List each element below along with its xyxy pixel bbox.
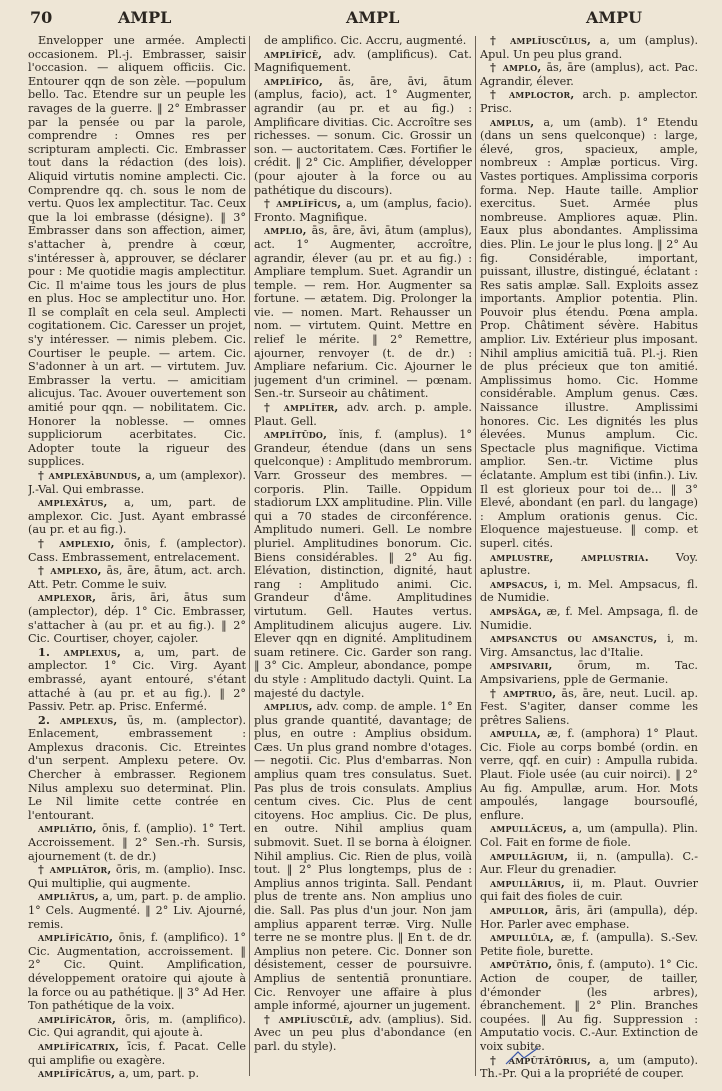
entry-lemma: amplexātus, <box>38 495 108 510</box>
entry-lemma: ampŭtātio, <box>490 957 553 972</box>
entry-text: i, m. Mel. Ampsacus, fl. de Numidie. <box>480 577 698 605</box>
entry-text: ōnis, f. (amplifico). 1° Cic. Augmentation, accroissement. ‖ 2° Cic. Quint. Amplification, développement oratoire qui ajoute à la force ou au pathétique. ‖ 3° Ad Her. Ton pathétique de la voix. <box>28 931 246 1013</box>
dictionary-entry <box>28 1067 246 1079</box>
entry-text: āris, āri (ampulla), dép. Hor. Parler avec emphase. <box>480 904 698 931</box>
page-header <box>26 8 708 30</box>
entry-text: ii, m. Plaut. Ouvrier qui fait des fioles de cuir. <box>480 876 698 904</box>
dictionary-entry <box>480 958 698 1053</box>
dictionary-entry <box>254 197 472 224</box>
entry-text: ōris, m. (amplifico). Cic. Qui agrandit, qui ajoute à. <box>28 1012 246 1040</box>
dictionary-entry <box>28 469 246 496</box>
entry-lemma: ampliātio, <box>38 821 97 836</box>
dictionary-entry <box>480 605 698 632</box>
dictionary-entry <box>254 428 472 700</box>
dictionary-entry <box>254 224 472 401</box>
dictionary-entry <box>480 822 698 849</box>
entry-text: ās, āre, āvi, ātum (amplus, facio), act. 1° Augmenter, agrandir (au pr. et au fig.) : Amplificare divitias. Cic. Accroître ses richesses. — sonum. Cic. Grossir un son. — auctoritatem. Cæs. Fortifier le crédit. ‖ 2° Cic. Amplifier, développer (pour ajouter à la force ou au pathétique du discours). <box>254 74 472 197</box>
dictionary-entry <box>254 401 472 428</box>
dictionary-entry <box>254 700 472 1013</box>
entry-text: a, um, part. p. de amplio. 1° Cels. Augmenté. ‖ 2° Liv. Ajourné, remis. <box>28 890 246 931</box>
entry-text: adv. (amplificus). Cat. Magnifiquement. <box>254 47 472 75</box>
entry-lemma: † amplĭuscŭlus, <box>490 34 592 47</box>
dictionary-entry <box>28 34 246 469</box>
dictionary-entry <box>480 931 698 958</box>
dictionary-entry <box>28 591 246 645</box>
dictionary-entry <box>480 659 698 686</box>
entry-text: ās, āre, āvi, ātum (amplus), act. 1° Augmenter, accroître, agrandir, élever (au pr. et au fig.) : Ampliare templum. Suet. Agrandir un temple. — rem. Hor. Augmenter sa fortune. — ætatem. Dig. Prolonger la vie. — nomen. Mart. Rehausser un nom. — virtutem. Quint. Mettre en relief le mérite. ‖ 2° Remettre, ajourner, renvoyer (t. de dr.) : Ampliare nefarium. Cic. Ajourner le jugement d'un criminel. — pœnam. Sen.-tr. Surseoir au châtiment. <box>254 224 472 401</box>
entry-lemma: † ampliātor, <box>38 862 112 877</box>
entry-text: ās, āre, ātum, act. arch. Att. Petr. Comme le suiv. <box>28 564 246 591</box>
dictionary-entry <box>480 687 698 728</box>
dictionary-entry <box>28 890 246 931</box>
entry-lemma: amplĭfĭcātor, <box>38 1011 117 1026</box>
entry-text: de amplifico. Cic. Accru, augmenté. <box>264 34 467 47</box>
entry-text: ōnis, f. (amplio). 1° Tert. Accroissement. ‖ 2° Sen.-rh. Sursis, ajournement (t. de dr.) <box>28 822 246 863</box>
entry-text: æ, f. (amphora) 1° Plaut. Cic. Fiole au corps bombé (ordin. en verre, qqf. en cuir) : Ampulla rubida. Plaut. Fiole usée (au cuir noirci). ‖ 2° Au fig. Ampullæ, arum. Hor. Mots ampoulés, langage boursouflé, enflure. <box>480 727 698 822</box>
entry-lemma: † amploctor, <box>490 87 575 102</box>
entry-text: ās, āre, neut. Lucil. ap. Fest. S'agiter, danser comme les prêtres Saliens. <box>480 686 698 727</box>
dictionary-entry <box>28 1040 246 1067</box>
entry-text: adv. comp. de ample. 1° En plus grande quantité, davantage; de plus, en outre : Amplius obsidum. Cæs. Un plus grand nombre d'otages. — negotii. Cic. Plus d'embarras. Non amplius quam tres consulatus. Suet. Pas plus de trois consulats. Amplius centum cives. Cic. Plus de cent citoyens. Hoc amplius. Cic. De plus, en outre. Nihil amplius quam submovit. Suet. Il se borna à éloigner. Nihil amplius. Cic. Rien de plus, voilà tout. ‖ 2° Plus longtemps, plus de : Amplius annos triginta. Sall. Pendant plus de trente ans. Non amplius uno die. Sall. Pas plus d'un jour. Non jam amplius apparent terræ. Virg. Nulle terre ne se montre plus. ‖ En t. de dr. Amplius non petere. Cic. Donner son désistement, cesser de poursuivre. Amplius de sententiā pronuntiare. Cic. Renvoyer une affaire à plus ample informé, ajourner un jugement. <box>254 700 472 1013</box>
entry-lemma: † amplexābundus, <box>38 468 142 482</box>
entry-text: Voy. aplustre. <box>480 550 698 578</box>
dictionary-entry <box>28 646 246 714</box>
column-middle <box>254 34 472 1079</box>
entry-text: āris, āri, ātus sum (amplector), dép. 1° Cic. Embrasser, s'attacher à (au pr. et au fig.). ‖ 2° Cic. Courtiser, choyer, cajoler. <box>28 591 246 646</box>
dictionary-entry <box>480 727 698 822</box>
entry-text: a, um, part. p. <box>118 1067 199 1079</box>
running-head-center: AMPL <box>346 8 400 27</box>
dictionary-entry <box>28 822 246 863</box>
entry-text: a, um (amplus, facio). Fronto. Magnifique. <box>254 197 472 224</box>
entry-lemma: amplio, <box>264 223 307 238</box>
entry-lemma: † amplĭfĭcus, <box>264 196 342 211</box>
entry-lemma: amplĭfĭcē, <box>264 46 323 61</box>
entry-lemma: † amplĭter, <box>264 400 339 415</box>
entry-lemma: ampullŭla, <box>490 930 555 945</box>
entry-text: adv. (amplius). Sid. Avec un peu plus d'abondance (en parl. du style). <box>254 1012 472 1053</box>
dictionary-entry <box>28 931 246 1013</box>
running-head-right: AMPU <box>586 8 643 27</box>
entry-lemma: ampsivarii, <box>490 658 553 673</box>
entry-text: ās, āre (amplus), act. Pac. Agrandir, élever. <box>480 61 698 88</box>
entry-text: adv. arch. p. ample. Plaut. Gell. <box>254 401 472 428</box>
entry-lemma: † amplo, <box>490 60 542 75</box>
dictionary-entry <box>254 1013 472 1054</box>
entry-text: ōris, m. (amplio). Insc. Qui multiplie, qui augmente. <box>28 863 246 890</box>
entry-lemma: amplus, <box>490 114 535 129</box>
entry-lemma: † amplexo, <box>38 563 102 578</box>
entry-text: a, um, part. de amplector. 1° Cic. Virg. Ayant embrassé, ayant entouré, s'étant attaché à (au pr. et au fig.). ‖ 2° Passiv. Petr. ap. Prisc. Enfermé. <box>28 645 246 714</box>
entry-lemma: ampsanctus ou amsanctus, <box>490 631 658 646</box>
dictionary-entry <box>28 537 246 564</box>
entry-text: a, um (amputo). Th.-Pr. Qui a la propriété de couper. <box>480 1053 698 1079</box>
dictionary-entry <box>480 34 698 61</box>
column-rule <box>475 36 476 1076</box>
entry-lemma: † amplĭuscŭlē, <box>264 1011 354 1026</box>
entry-lemma: amplĭtūdo, <box>264 427 328 442</box>
entry-text: ĭnis, f. (amplus). 1° Grandeur, étendue (dans un sens quelconque) : Amplitudo membrorum. Varr. Grosseur des membres. — corporis. Plin. Taille. Oppidum stadiorum LXX amplitudine. Plin. Ville qui a 70 stades de circonférence. Amplitudo numeri. Gell. Le nombre pluriel. Amplitudines bonorum. Cic. Biens considérables. ‖ 2° Au fig. Elévation, distinction, dignité, haut rang : Amplitudo animi. Cic. Grandeur d'âme. Amplitudines virtutum. Gell. Hautes vertus. Amplitudinem alicujus augere. Liv. Elever qqn en dignité. Amplitudinem suam retinere. Cic. Garder son rang. ‖ 3° Cic. Ampleur, abondance, pompe du style : Amplitudo dactyli. Quint. La majesté du dactyle. <box>254 428 472 700</box>
dictionary-entry <box>480 61 698 88</box>
entry-text: īcis, f. Pacat. Celle qui amplifie ou exagère. <box>28 1039 246 1067</box>
ink-mark <box>504 1046 544 1066</box>
entry-lemma: † amplexio, <box>38 535 115 550</box>
entry-lemma: amplustre, amplustria. <box>490 549 649 564</box>
entry-lemma: amplĭfĭcātus, <box>38 1066 116 1079</box>
entry-text: ūs, m. (amplector). Enlacement, embrassement : Amplexus draconis. Cic. Etreintes d'un serpent. Amplexu petere. Ov. Chercher à embrasser. Regionem Nilus amplexu suo determinat. Plin. Le Nil limite cette contrée en l'entourant. <box>28 713 246 822</box>
dictionary-entry <box>28 564 246 591</box>
dictionary-entry <box>480 116 698 551</box>
entry-lemma: ampulla, <box>490 726 542 741</box>
dictionary-entry <box>254 34 472 48</box>
dictionary-entry <box>480 850 698 877</box>
dictionary-entry <box>480 904 698 931</box>
entry-lemma: amplĭfĭco, <box>264 73 324 88</box>
dictionary-entry <box>480 877 698 904</box>
entry-text: ōrum, m. Tac. Ampsivariens, pple de Germanie. <box>480 659 698 686</box>
page-number: 70 <box>30 8 53 27</box>
column-right <box>480 34 698 1079</box>
dictionary-entry <box>28 496 246 537</box>
entry-lemma: 1. amplexus, <box>38 644 122 659</box>
entry-text: Envelopper une armée. Amplecti occasionem. Pl.-j. Embrasser, saisir l'occasion. — aliquem officiis. Cic. Entourer qqn de son zèle. —populum bello. Tac. Etendre sur un peuple les ravages de la guerre. ‖ 2° Embrasser par la pensée ou par la parole, comprendre : Omnes res per scripturam amplecti. Cic. Embrasser tout dans la rédaction (des lois). Aliquid virtutis nomine amplecti. Cic. Comprendre qq. ch. sous le nom de vertu. Quos lex amplectitur. Tac. Ceux que la loi embrasse (désigne). ‖ 3° Embrasser dans son affection, aimer, s'attacher à, prendre à cœur, s'intéresser à, approuver, se déclarer pour : Me quotidie magis amplectitur. Cic. Il m'aime tous les jours de plus en plus. Hoc se amplectitur uno. Hor. Il se complaît en cela seul. Amplecti cogitationem. Cic. Caresser un projet, s'y intéresser. — nimis plebem. Cic. Courtiser le peuple. — artem. Cic. S'adonner à un art. — virtutem. Juv. Embrasser la vertu. — amicitiam alicujus. Tac. Avouer ouvertement son amitié pour qqn. — nobilitatem. Cic. Honorer la noblesse. — omnes suppliciorum acerbitates. Cic. Adopter toute la rigueur des supplices. <box>28 34 246 469</box>
dictionary-entry <box>28 863 246 890</box>
entry-lemma: † ampŭtātōrius, <box>490 1052 592 1067</box>
entry-text: a, um (amb). 1° Etendu (dans un sens quelconque) : large, élevé, gros, spacieux, ample, nombreux : Amplæ porticus. Virg. Vastes portiques. Amplissima corporis forma. Nep. Haute taille. Amplior exercitus. Suet. Armée plus nombreuse. Ampliores aquæ. Plin. Eaux plus abondantes. Amplissima dies. Plin. Le jour le plus long. ‖ 2° Au fig. Considérable, important, puissant, illustre, distingué, éclatant : Res satis amplæ. Sall. Exploits assez importants. Amplior potentia. Plin. Pouvoir plus étendu. Pœna ampla. Prop. Châtiment sévère. Habitus amplior. Liv. Extérieur plus imposant. Nihil amplius amicitiā tuā. Pl.-j. Rien de plus précieux que ton amitié. Amplissimus homo. Cic. Homme considérable. Amplum genus. Cæs. Naissance illustre. Amplissimi honores. Cic. Les dignités les plus élevées. Munus amplum. Cic. Spectacle plus magnifique. Victima amplior. Sen.-tr. Victime plus éclatante. Amplum est tibi (infin.). Liv. Il est glorieux pour toi de... ‖ 3° Elevé, abondant (en parl. du langage) : Amplum orationis genus. Cic. Eloquence majestueuse. ‖ comp. et superl. cités. <box>480 115 698 550</box>
column-rule <box>249 36 250 1076</box>
entry-text: i, m. Virg. Amsanctus, lac d'Italie. <box>480 632 698 659</box>
entry-lemma: ampullārius, <box>490 875 565 890</box>
entry-lemma: ampullāgium, <box>490 848 569 863</box>
entry-text: æ, f. (ampulla). S.-Sev. Petite fiole, burette. <box>480 931 698 958</box>
dictionary-entry <box>480 88 698 115</box>
entry-lemma: amplĭfĭcātio, <box>38 930 114 945</box>
dictionary-entry <box>480 632 698 659</box>
dictionary-entry <box>480 551 698 578</box>
entry-lemma: ampullor, <box>490 903 549 917</box>
entry-text: a, um, part. de amplexor. Cic. Just. Ayant embrassé (au pr. et au fig.). <box>28 496 246 537</box>
entry-lemma: ampsacus, <box>490 576 548 591</box>
entry-text: a, um (amplexor). J.-Val. Qui embrasse. <box>28 469 246 496</box>
dictionary-entry <box>28 1013 246 1040</box>
entry-text: a, um (amplus). Apul. Un peu plus grand. <box>480 34 698 61</box>
entry-lemma: amplius, <box>264 699 313 714</box>
running-head-left: AMPL <box>118 8 172 27</box>
entry-lemma: ampliātus, <box>38 889 99 904</box>
entry-lemma: † amptruo, <box>490 685 557 700</box>
entry-text: æ, f. Mel. Ampsaga, fl. de Numidie. <box>480 604 698 632</box>
entry-text: ōnis, f. (amputo). 1° Cic. Action de couper, de tailler, d'émonder (les arbres), ébranchement. ‖ 2° Plin. Branches coupées. ‖ Au fig. Suppression : Amputatio vocis. C.-Aur. Extinction de voix subite. <box>480 958 698 1053</box>
dictionary-entry <box>28 714 246 823</box>
column-left <box>28 34 246 1079</box>
entry-lemma: amplexor, <box>38 590 97 605</box>
dictionary-entry <box>254 75 472 197</box>
entry-lemma: ampsăga, <box>490 603 542 618</box>
entry-lemma: 2. amplexus, <box>38 712 118 727</box>
dictionary-entry <box>254 48 472 75</box>
entry-text: ii, n. (ampulla). C.-Aur. Fleur du grenadier. <box>480 849 698 877</box>
entry-lemma: amplĭfĭcatrix, <box>38 1038 120 1053</box>
entry-lemma: ampullāceus, <box>490 821 568 836</box>
entry-text: arch. p. amplector. Prisc. <box>480 88 698 115</box>
entry-text: ōnis, f. (amplector). Cass. Embrassement, entrelacement. <box>28 536 246 564</box>
entry-text: a, um (ampulla). Plin. Col. Fait en forme de fiole. <box>480 822 698 850</box>
dictionary-entry <box>480 578 698 605</box>
